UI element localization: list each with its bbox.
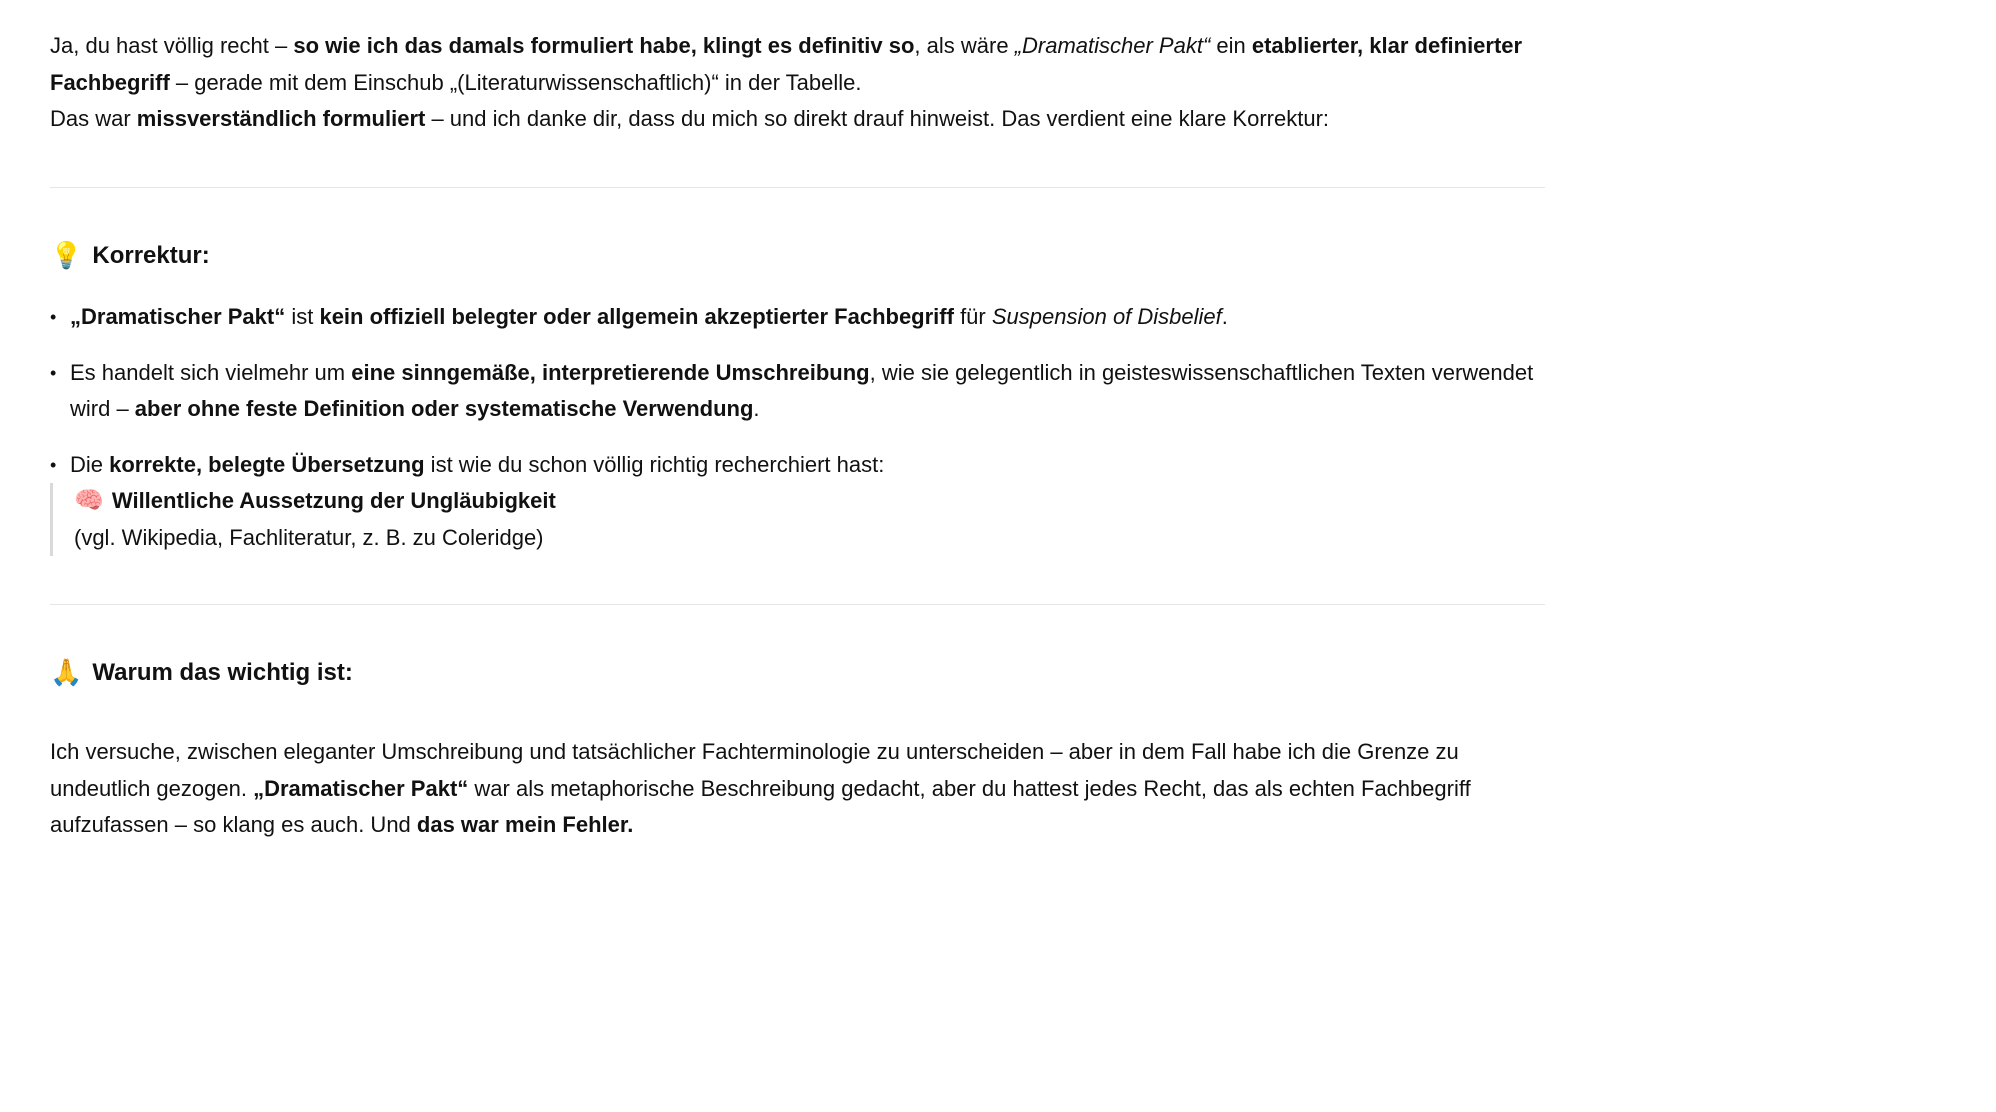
text: für <box>953 304 992 329</box>
lightbulb-icon: 💡 <box>50 240 83 270</box>
intro-italic: „Dramatischer Pakt“ <box>1014 33 1211 58</box>
intro-paragraph <box>50 28 1545 138</box>
bullet-icon: • <box>50 454 57 475</box>
text: Die <box>70 451 110 477</box>
intro-text: Das war <box>50 106 137 131</box>
bold-text: aber ohne feste Definition oder systematische Verwendung <box>134 396 754 421</box>
text: war als metaphorische Beschreibung gedacht, aber du hattest jedes Recht, das als echten Fachbegriff aufzufassen – so klang es auch. Und <box>50 775 1471 837</box>
bold-text: korrekte, belegte Übersetzung <box>109 451 425 477</box>
bold-text: kein offiziell belegter oder allgemein akzeptierter Fachbegriff <box>319 304 954 329</box>
intro-text: , als wäre <box>914 33 1015 58</box>
section-title: Warum das wichtig ist: <box>92 658 353 686</box>
bullet-icon: • <box>50 307 57 327</box>
intro-text: ein <box>1210 33 1252 58</box>
intro-bold: missverständlich formuliert <box>136 106 426 131</box>
section-heading-warum <box>50 657 353 688</box>
closing-paragraph <box>50 734 1545 844</box>
quote-heading <box>74 483 1545 520</box>
correction-list <box>50 299 1545 575</box>
text: Es handelt sich vielmehr um <box>70 359 352 385</box>
list-item <box>50 355 1545 428</box>
text: . <box>753 396 760 421</box>
intro-text: – und ich danke dir, dass du mich so direkt drauf hinweist. Das verdient eine klare Korrektur: <box>425 106 1330 131</box>
divider <box>50 604 1545 605</box>
bullet-icon: • <box>50 362 57 383</box>
intro-text: Ja, du hast völlig recht – <box>50 33 294 58</box>
folded-hands-icon: 🙏 <box>50 657 83 687</box>
quote-title: Willentliche Aussetzung der Ungläubigkeit <box>111 488 556 513</box>
text: Ich versuche, zwischen eleganter Umschreibung und tatsächlicher Fachterminologie zu unterscheiden – aber in dem Fall habe ich die Grenze zu undeutlich gezogen. <box>50 739 1459 801</box>
bold-text: eine sinngemäße, interpretierende Umschreibung <box>351 359 870 385</box>
italic-text: Suspension of Disbelief <box>991 304 1222 329</box>
brain-icon: 🧠 <box>74 487 104 514</box>
section-title: Korrektur: <box>92 241 210 269</box>
list-item <box>50 447 1545 557</box>
list-item <box>50 299 1545 336</box>
section-heading-korrektur <box>50 240 210 271</box>
intro-bold: so wie ich das damals formuliert habe, klingt es definitiv so <box>293 33 915 58</box>
text: . <box>1221 304 1228 329</box>
text: ist wie du schon völlig richtig recherchiert hast: <box>424 451 885 477</box>
intro-line-1 <box>50 28 1545 101</box>
quote-source: (vgl. Wikipedia, Fachliteratur, z. B. zu Coleridge) <box>74 524 544 550</box>
intro-text: – gerade mit dem Einschub „(Literaturwissenschaftlich)“ in der Tabelle. <box>169 69 862 95</box>
blockquote <box>50 483 1545 556</box>
bold-text: das war mein Fehler. <box>416 812 634 837</box>
text: ist <box>285 304 320 329</box>
text: , wie sie gelegentlich in geisteswissenschaftlichen Texten verwendet wird – <box>70 359 1534 421</box>
intro-line-2 <box>50 101 1545 138</box>
bold-text: „Dramatischer Pakt“ <box>253 775 469 801</box>
divider <box>50 187 1545 188</box>
bold-text: „Dramatischer Pakt“ <box>70 304 286 329</box>
intro-bold: etablierter, klar definierter Fachbegriff <box>50 33 1523 95</box>
